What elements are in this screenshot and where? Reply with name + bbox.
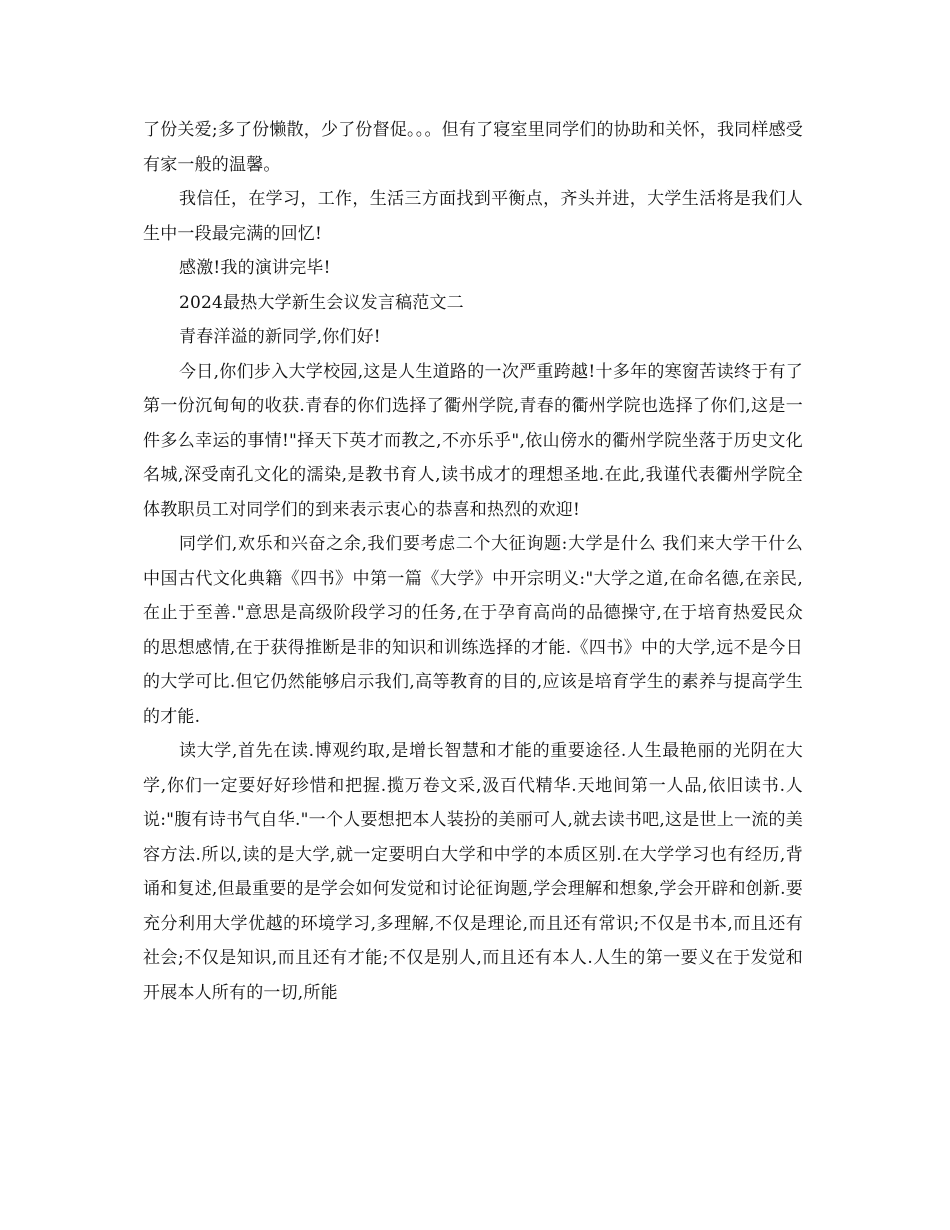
paragraph-8: 读大学,首先在读.博观约取,是增长智慧和才能的重要途径.人生最艳丽的光阴在大学,你们一定要好好珍惜和把握.揽万卷文采,汲百代精华.天地间第一人品,依旧读书.人说:"腹有诗书气自华."一个人要想把本人装扮的美丽可人,就去读书吧,这是世上一流的美容方法.所以,读的是大学,就一定要明白大学和中学的本质区别.在大学学习也有经历,背诵和复述,但最重要的是学会如何发觉和讨论征询题,学会理解和想象,学会开辟和创新.要充分利用大学优越的环境学习,多理解,不仅是理论,而且还有常识;不仅是书本,而且还有社会;不仅是知识,而且还有才能;不仅是别人,而且还有本人.人生的第一要义在于发觉和开展本人所有的一切,所能 bbox=[143, 741, 803, 1003]
paragraph-6: 今日,你们步入大学校园,这是人生道路的一次严重跨越!十多年的寒窗苦读终于有了第一份沉甸甸的收获.青春的你们选择了衢州学院,青春的衢州学院也选择了你们,这是一件多么幸运的事情!"择天下英才而教之,不亦乐乎",依山傍水的衢州学院坐落于历史文化名城,深受南孔文化的濡染,是教书育人,读书成才的理想圣地.在此,我谨代表衢州学院全体教职员工对同学们的到来表示衷心的恭喜和热烈的欢迎! bbox=[143, 361, 803, 520]
section-heading: 2024最热大学新生会议发言稿范文二 bbox=[179, 292, 464, 313]
paragraph-1: 了份关爱;多了份懒散，少了份督促。。。但有了寝室里同学们的协助和关怀，我同样感受有家一般的温馨。 bbox=[143, 120, 803, 175]
paragraph-3: 感激!我的演讲完毕! bbox=[179, 258, 331, 278]
paragraph-7: 同学们,欢乐和兴奋之余,我们要考虑二个大征询题:大学是什么 我们来大学干什么 中国古代文化典籍《四书》中第一篇《大学》中开宗明义:"大学之道,在命名德,在亲民,在止于至善."意思是高级阶段学习的任务,在于孕育高尚的品德操守,在于培育热爱民众的思想感情,在于获得推断是非的知识和训练选择的才能.《四书》中的大学,远不是今日的大学可比.但它仍然能够启示我们,高等教育的目的,应该是培育学生的素养与提高学生的才能. bbox=[143, 534, 803, 727]
paragraph-2: 我信任，在学习，工作，生活三方面找到平衡点，齐头并进，大学生活将是我们人生中一段最完满的回忆! bbox=[143, 189, 803, 244]
greeting: 青春洋溢的新同学,你们好! bbox=[179, 327, 381, 347]
document-body bbox=[143, 113, 803, 1010]
